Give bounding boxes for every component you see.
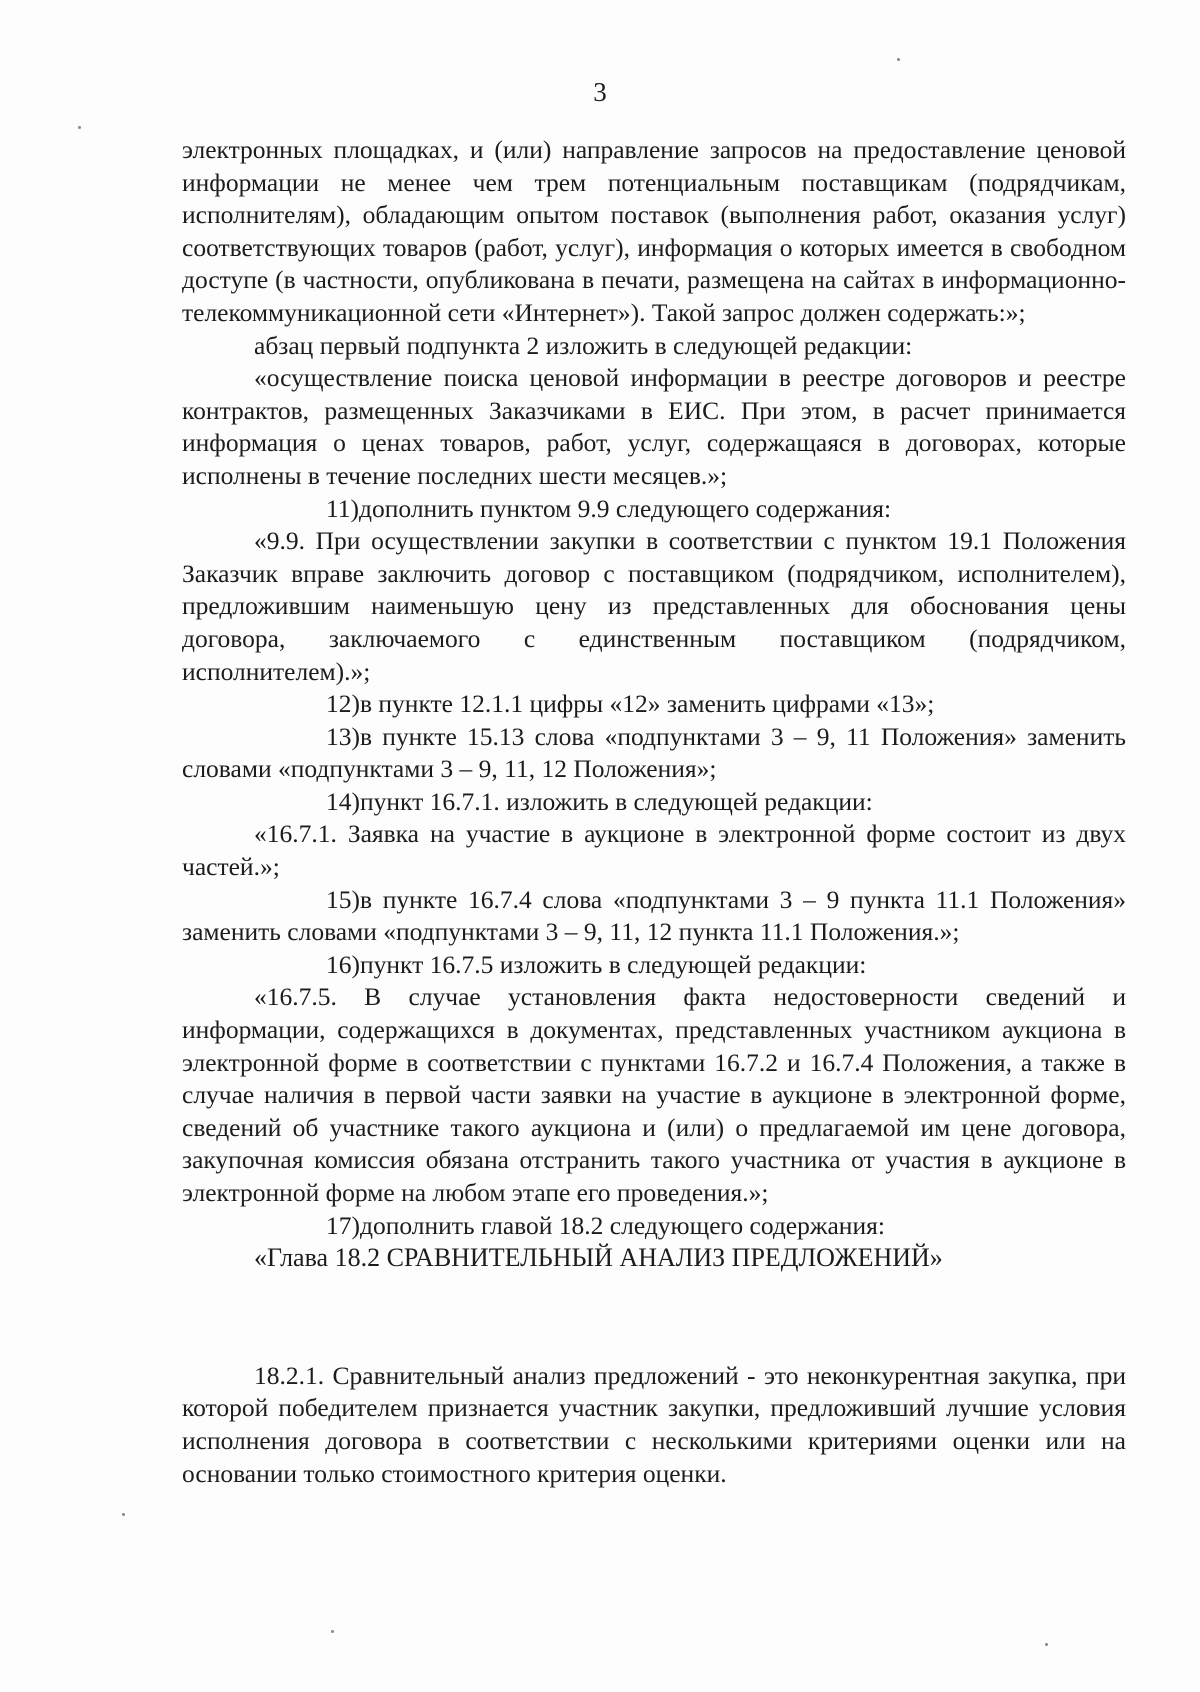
item-number: 15): [326, 884, 360, 914]
document-body: [182, 134, 1126, 1490]
paragraph: [182, 1360, 1126, 1490]
paragraph: [182, 818, 1126, 883]
item-number: 11): [326, 493, 360, 523]
paragraph-text: «16.7.1. Заявка на участие в аукционе в электронной форме состоит из двух частей.»;: [182, 819, 1126, 882]
paragraph-spacer: [182, 1300, 1126, 1334]
paragraph: [182, 330, 1126, 363]
numbered-item: [182, 786, 1126, 819]
paragraph: [182, 981, 1126, 1209]
paragraph-text: 18.2.1. Сравнительный анализ предложений - это неконкурентная закупка, при которой победителем признается участник закупки, предложивший лучшие условия исполнения договора в соответствии с несколькими критериями оценки или на основании только стоимостного критерия оценки.: [182, 1360, 1126, 1488]
scan-speck: [1045, 1643, 1048, 1646]
item-number: 12): [326, 689, 360, 719]
numbered-item: [182, 493, 1126, 526]
paragraph-text: в пункте 12.1.1 цифры «12» заменить цифрами «13»;: [360, 689, 935, 719]
paragraph-text: абзац первый подпункта 2 изложить в следующей редакции:: [254, 330, 913, 360]
scan-speck: [122, 1513, 125, 1516]
paragraph-text: в пункте 16.7.4 слова «подпунктами 3 – 9 пункта 11.1 Положения» заменить словами «подпунктами 3 – 9, 11, 12 пункта 11.1 Положения.»;: [182, 884, 1126, 947]
paragraph-text: электронных площадках, и (или) направление запросов на предоставление ценовой информации не менее чем трем потенциальным поставщикам (подрядчикам, исполнителям), обладающим опытом поставок (выполнения работ, оказания услуг) соответствующих товаров (работ, услуг), информация о которых имеется в свободном доступе (в частности, опубликована в печати, размещена на сайтах в информационно-телекоммуникационной сети «Интернет»). Такой запрос должен содержать:»;: [182, 135, 1126, 327]
paragraph-text: «осуществление поиска ценовой информации в реестре договоров и реестре контрактов, размещенных Заказчиками в ЕИС. При этом, в расчет принимается информация о ценах товаров, работ, услуг, содержащаяся в договорах, которые исполнены в течение последних шести месяцев.»;: [182, 363, 1126, 490]
paragraph-text: «16.7.5. В случае установления факта недостоверности сведений и информации, содержащихся в документах, представленных участником аукциона в электронной форме в соответствии с пунктами 16.7.2 и 16.7.4 Положения, а также в случае наличия в первой части заявки на участие в аукционе в электронной форме, сведений об участнике такого аукциона и (или) о предлагаемой им цене договора, закупочная комиссия обязана отстранить такого участника от участия в аукционе в электронной форме на любом этапе его проведения.»;: [182, 982, 1126, 1207]
paragraph: [182, 362, 1126, 492]
scan-speck: [78, 126, 81, 129]
numbered-item: [182, 949, 1126, 982]
item-number: 14): [326, 786, 360, 816]
paragraph-text: «Глава 18.2 СРАВНИТЕЛЬНЫЙ АНАЛИЗ ПРЕДЛОЖЕНИЙ»: [254, 1243, 943, 1273]
paragraph: [182, 134, 1126, 330]
paragraph-text: «9.9. При осуществлении закупки в соответствии с пунктом 19.1 Положения Заказчик вправе заключить договор с поставщиком (подрядчиком, исполнителем), предложившим наименьшую цену из представленных для обоснования цены договора, заключаемого с единственным поставщиком (подрядчиком, исполнителем).»;: [182, 526, 1126, 686]
item-number: 13): [326, 721, 360, 751]
item-number: 16): [326, 949, 360, 979]
scan-speck: [897, 58, 900, 61]
page-number: 3: [593, 77, 607, 107]
paragraph-text: пункт 16.7.5 изложить в следующей редакции:: [360, 949, 867, 979]
scan-speck: [331, 1630, 334, 1633]
numbered-item: [182, 1210, 1126, 1243]
numbered-item: [182, 884, 1126, 949]
paragraph-text: дополнить пунктом 9.9 следующего содержания:: [359, 493, 892, 523]
numbered-item: [182, 721, 1126, 786]
numbered-item: [182, 688, 1126, 721]
item-number: 17): [326, 1210, 360, 1240]
paragraph-text: пункт 16.7.1. изложить в следующей редакции:: [360, 786, 873, 816]
paragraph: [182, 525, 1126, 688]
paragraph-text: дополнить главой 18.2 следующего содержания:: [360, 1210, 885, 1240]
chapter-heading: [182, 1242, 1126, 1275]
paragraph-text: в пункте 15.13 слова «подпунктами 3 – 9, 11 Положения» заменить словами «подпунктами 3 – 9, 11, 12 Положения»;: [182, 721, 1126, 784]
